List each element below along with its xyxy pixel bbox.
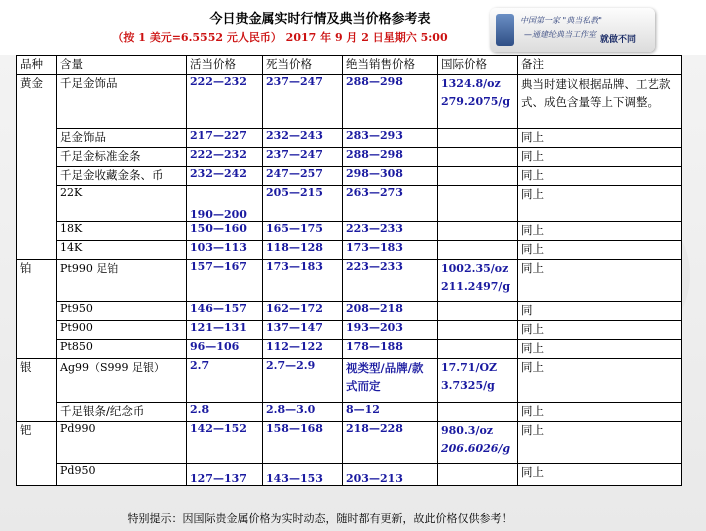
- sale-price-cell: 298—308: [343, 167, 438, 186]
- table-row: [17, 75, 682, 129]
- kind-cell: 铂: [17, 260, 57, 359]
- intl-g: 3.7325/g: [441, 379, 495, 392]
- intl-price-cell: [438, 186, 518, 222]
- table-row: [17, 222, 682, 241]
- purity-cell: 千足金标准金条: [57, 148, 187, 167]
- remark-cell: 同上: [518, 464, 682, 486]
- intl-price-cell: [438, 321, 518, 340]
- sale-price-cell: 8—12: [343, 403, 438, 422]
- intl-price-cell: [438, 129, 518, 148]
- header-sale: 绝当销售价格: [343, 56, 438, 75]
- intl-price-cell: [438, 403, 518, 422]
- sale-price-cell: 173—183: [343, 241, 438, 260]
- live-price-cell: 232—242: [187, 167, 263, 186]
- table-row: [17, 340, 682, 359]
- live-price-cell: 146—157: [187, 302, 263, 321]
- dead-price-cell: 112—122: [263, 340, 343, 359]
- live-price-cell: 222—232: [187, 75, 263, 129]
- dead-price-cell: 165—175: [263, 222, 343, 241]
- live-price-cell: 142—152: [187, 422, 263, 464]
- table-row: [17, 321, 682, 340]
- sale-price-cell: 223—233: [343, 222, 438, 241]
- sale-price-cell: 203—213: [343, 464, 438, 486]
- header-dead: 死当价格: [263, 56, 343, 75]
- remark-cell: 同上: [518, 403, 682, 422]
- purity-cell: 千足金饰品: [57, 75, 187, 129]
- sale-price-cell: 208—218: [343, 302, 438, 321]
- intl-price-cell: [438, 148, 518, 167]
- purity-cell: 千足银条/纪念币: [57, 403, 187, 422]
- purity-cell: Pt900: [57, 321, 187, 340]
- logo-line1: 中国第一家 "典当私教": [520, 16, 602, 25]
- live-price-cell: 96—106: [187, 340, 263, 359]
- intl-oz: 17.71/OZ: [441, 361, 498, 374]
- live-price-cell: 150—160: [187, 222, 263, 241]
- logo-slogan: 就做不同: [600, 35, 637, 45]
- table-row: [17, 422, 682, 464]
- live-price-cell: 217—227: [187, 129, 263, 148]
- live-price-cell: 127—137: [187, 464, 263, 486]
- table-row: [17, 129, 682, 148]
- remark-cell: 同上: [518, 340, 682, 359]
- intl-oz: 1324.8/oz: [441, 77, 501, 90]
- header-live: 活当价格: [187, 56, 263, 75]
- live-price-cell: 121—131: [187, 321, 263, 340]
- footer-notice: 特别提示：因国际贵金属价格为实时动态，随时都有更新，故此价格仅供参考！: [127, 512, 513, 525]
- remark-cell: 同上: [518, 359, 682, 403]
- sale-price-cell: 263—273: [343, 186, 438, 222]
- intl-oz: 1002.35/oz: [441, 262, 509, 275]
- table-header-row: [17, 56, 682, 75]
- dead-price-cell: 137—147: [263, 321, 343, 340]
- purity-cell: 18K: [57, 222, 187, 241]
- dead-price-cell: 2.8—3.0: [263, 403, 343, 422]
- live-price-cell: 222—232: [187, 148, 263, 167]
- purity-cell: 千足金收藏金条、币: [57, 167, 187, 186]
- dead-price-cell: 232—243: [263, 129, 343, 148]
- table-row: [17, 464, 682, 486]
- live-price-cell: 2.7: [187, 359, 263, 403]
- table-row: [17, 260, 682, 302]
- table-row: [17, 241, 682, 260]
- remark-cell: 同: [518, 302, 682, 321]
- remark-cell: 典当时建议根据品牌、工艺款式、成色含量等上下调整。: [518, 75, 682, 129]
- sale-price-cell: 223—233: [343, 260, 438, 302]
- dead-price-cell: 237—247: [263, 75, 343, 129]
- intl-price-cell: [438, 260, 518, 302]
- intl-g: 206.6026/g: [441, 442, 511, 455]
- dead-price-cell: 205—215: [263, 186, 343, 222]
- table-row: [17, 302, 682, 321]
- intl-price-cell: [438, 241, 518, 260]
- purity-cell: Pt950: [57, 302, 187, 321]
- live-price-cell: 157—167: [187, 260, 263, 302]
- remark-cell: 同上: [518, 321, 682, 340]
- logo-line2: —通建纶典当工作室: [524, 30, 596, 39]
- intl-oz: 980.3/oz: [441, 424, 494, 437]
- remark-cell: 同上: [518, 222, 682, 241]
- live-price-cell: 190—200: [187, 186, 263, 222]
- remark-cell: 同上: [518, 186, 682, 222]
- intl-price-cell: [438, 302, 518, 321]
- sale-price-cell: 288—298: [343, 75, 438, 129]
- sale-price-cell: 视类型/品牌/款式而定: [343, 359, 438, 403]
- figure-icon: [496, 14, 514, 46]
- table-row: [17, 186, 682, 222]
- purity-cell: 14K: [57, 241, 187, 260]
- kind-cell: 银: [17, 359, 57, 422]
- dead-price-cell: 118—128: [263, 241, 343, 260]
- sale-price-cell: 178—188: [343, 340, 438, 359]
- table-row: [17, 403, 682, 422]
- remark-cell: 同上: [518, 422, 682, 464]
- intl-g: 279.2075/g: [441, 95, 511, 108]
- kind-cell: 黄金: [17, 75, 57, 260]
- purity-cell: Pd950: [57, 464, 187, 486]
- intl-price-cell: [438, 422, 518, 464]
- dead-price-cell: 173—183: [263, 260, 343, 302]
- dead-price-cell: 247—257: [263, 167, 343, 186]
- purity-cell: Ag99（S999 足银）: [57, 359, 187, 403]
- intl-price-cell: [438, 340, 518, 359]
- sale-price-cell: 283—293: [343, 129, 438, 148]
- kind-cell: 钯: [17, 422, 57, 486]
- table-row: [17, 167, 682, 186]
- remark-cell: 同上: [518, 167, 682, 186]
- remark-cell: 同上: [518, 148, 682, 167]
- remark-cell: 同上: [518, 260, 682, 302]
- price-table: [16, 55, 682, 486]
- purity-cell: Pd990: [57, 422, 187, 464]
- header-kind: 品种: [17, 56, 57, 75]
- purity-cell: 22K: [57, 186, 187, 222]
- dead-price-cell: 162—172: [263, 302, 343, 321]
- intl-price-cell: [438, 167, 518, 186]
- intl-price-cell: [438, 222, 518, 241]
- live-price-cell: 2.8: [187, 403, 263, 422]
- studio-logo: [490, 8, 655, 52]
- table-row: [17, 359, 682, 403]
- purity-cell: Pt990 足铂: [57, 260, 187, 302]
- dead-price-cell: 143—153: [263, 464, 343, 486]
- header-intl: 国际价格: [438, 56, 518, 75]
- intl-g: 211.2497/g: [441, 280, 511, 293]
- intl-price-cell: [438, 359, 518, 403]
- live-price-cell: 103—113: [187, 241, 263, 260]
- page-title: 今日贵金属实时行情及典当价格参考表: [209, 12, 431, 27]
- header-remark: 备注: [518, 56, 682, 75]
- dead-price-cell: 2.7—2.9: [263, 359, 343, 403]
- purity-cell: 足金饰品: [57, 129, 187, 148]
- dead-price-cell: 237—247: [263, 148, 343, 167]
- sale-price-cell: 288—298: [343, 148, 438, 167]
- remark-cell: 同上: [518, 241, 682, 260]
- exchange-rate-subtitle: （按 1 美元=6.5552 元人民币） 2017 年 9 月 2 日星期六 5:00: [112, 31, 448, 44]
- table-row: [17, 148, 682, 167]
- remark-cell: 同上: [518, 129, 682, 148]
- sale-price-cell: 218—228: [343, 422, 438, 464]
- purity-cell: Pt850: [57, 340, 187, 359]
- intl-price-cell: [438, 464, 518, 486]
- header-purity: 含量: [57, 56, 187, 75]
- intl-price-cell: [438, 75, 518, 129]
- dead-price-cell: 158—168: [263, 422, 343, 464]
- sale-price-cell: 193—203: [343, 321, 438, 340]
